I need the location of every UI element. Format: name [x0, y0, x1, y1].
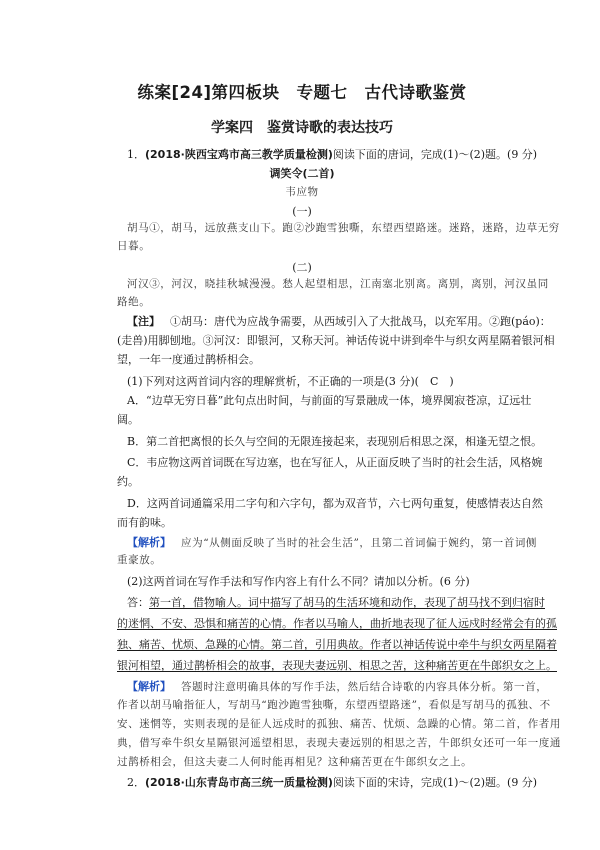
analysis-2-line-4: 典，借写牵牛织女星隔银河遥望相思，表现夫妻远别的相思之苦，牛郎织女还可一年一度通: [117, 737, 561, 749]
note-tag: 【注】: [127, 315, 160, 328]
question-source: (2018·山东青岛市高三统一质量检测): [145, 776, 333, 789]
analysis-tag: 【解析】: [127, 680, 171, 693]
poem-part-1-label: (一): [292, 205, 312, 218]
poem-part-1-line-1: 胡马①，胡马，远放燕支山下。跑②沙跑雪独嘶，东望西望路迷。迷路，迷路，边草无穷: [127, 222, 560, 234]
analysis-tag: 【解析】: [127, 536, 171, 549]
page-title: 练案[24]第四板块 专题七 古代诗歌鉴赏: [137, 83, 467, 102]
analysis-2-line-3: 安、迷惘等，实则表现的是征人远戍时的孤独、痛苦、忧烦、急躁的心情。第二首，作者用: [117, 718, 561, 730]
question-instruction: 阅读下面的唐词，完成(1)～(2)题。(9 分): [332, 148, 538, 161]
analysis-2-line-5: 过鹊桥相会，但这夫妻二人何时能再相见？这种痛苦更在牛郎织女之上。: [117, 756, 473, 768]
analysis-2-line-1: 【解析】 答题时注意明确具体的写作手法，然后结合诗歌的内容具体分析。第一首，: [127, 680, 548, 693]
option-a-line-1: A．“边草无穷日暮”此句点出时间，与前面的写景融成一体，境界阒寂苍凉，辽远壮: [127, 394, 532, 407]
question-1-header: [117, 147, 538, 162]
analysis-1-line-2: 重豪放。: [117, 554, 162, 566]
answer-prefix: 答：: [127, 596, 149, 609]
analysis-2-line-2: 作者以胡马喻指征人，写胡马“跑沙跑雪独嘶，东望西望路迷”，看似是写胡马的孤独、不: [117, 699, 551, 711]
poem-author: 韦应物: [285, 186, 319, 198]
notes-line-1: 【注】 ①胡马：唐代为应战争需要，从西域引入了大批战马，以充军用。②跑(páo)：: [127, 315, 551, 328]
question-number: 2．: [127, 776, 145, 789]
answer-line-4: 银河相望，通过鹊桥相会的故事，表现夫妻远别、相思之苦，这种痛苦更在牛郎织女之上。: [117, 659, 557, 672]
page-subtitle: 学案四 鉴赏诗歌的表达技巧: [211, 120, 393, 136]
poem-part-2-line-1: 河汉③，河汉，晓挂秋城漫漫。愁人起望相思，江南塞北别离。离别，离别，河汉虽同: [127, 278, 549, 290]
question-2-header: [117, 775, 538, 790]
subquestion-2: (2)这两首词在写作手法和写作内容上有什么不同？请加以分析。(6 分): [127, 575, 470, 588]
answer-line-1: 答：第一首，借物喻人。词中描写了胡马的生活环境和动作，表现了胡马找不到归宿时: [127, 596, 545, 609]
option-b: B．第二首把离恨的长久与空间的无限连接起来，表现别后相思之深，相逢无望之恨。: [127, 435, 543, 448]
subquestion-1: (1)下列对这两首词内容的理解赏析，不正确的一项是(3 分)( C ): [127, 375, 454, 388]
poem-part-1-line-2: 日暮。: [117, 240, 151, 252]
option-a-line-2: 阔。: [117, 413, 139, 426]
option-c-line-1: C．韦应物这两首词既在写边塞，也在写征人，从正面反映了当时的社会生活，风格婉: [127, 456, 543, 469]
question-instruction: 阅读下面的宋诗，完成(1)～(2)题。(9 分): [332, 776, 538, 789]
question-number: 1．: [127, 148, 145, 161]
poem-part-2-label: (二): [292, 261, 312, 274]
option-d-line-1: D．这两首词通篇采用二字句和六字句，都为双音节，六七两句重复，使感情表达自然: [127, 497, 543, 510]
answer-line-2: 的迷惘、不安、恐惧和痛苦的心情。作者以马喻人，曲折地表现了征人远戍时经常会有的孤: [117, 617, 557, 630]
poem-title: 调笑令(二首): [269, 167, 335, 180]
question-source: (2018·陕西宝鸡市高三教学质量检测): [145, 148, 333, 161]
notes-line-3: 望，一年一度通过鹊桥相会。: [117, 353, 260, 366]
notes-line-2: (走兽)用脚刨地。③河汉：即银河，又称天河。神话传说中讲到牵牛与织女两星隔着银河相: [117, 334, 555, 347]
poem-part-2-line-2: 路绝。: [117, 296, 151, 308]
option-c-line-2: 约。: [117, 475, 139, 488]
option-d-line-2: 而有韵味。: [117, 516, 172, 529]
analysis-1-line-1: 【解析】 应为“从侧面反映了当时的社会生活”，且第二首词偏于婉约，第一首词侧: [127, 536, 538, 549]
answer-line-3: 独、痛苦、忧烦、急躁的心情。第二首，引用典故。作者以神话传说中牵牛与织女两星隔着: [117, 638, 557, 651]
